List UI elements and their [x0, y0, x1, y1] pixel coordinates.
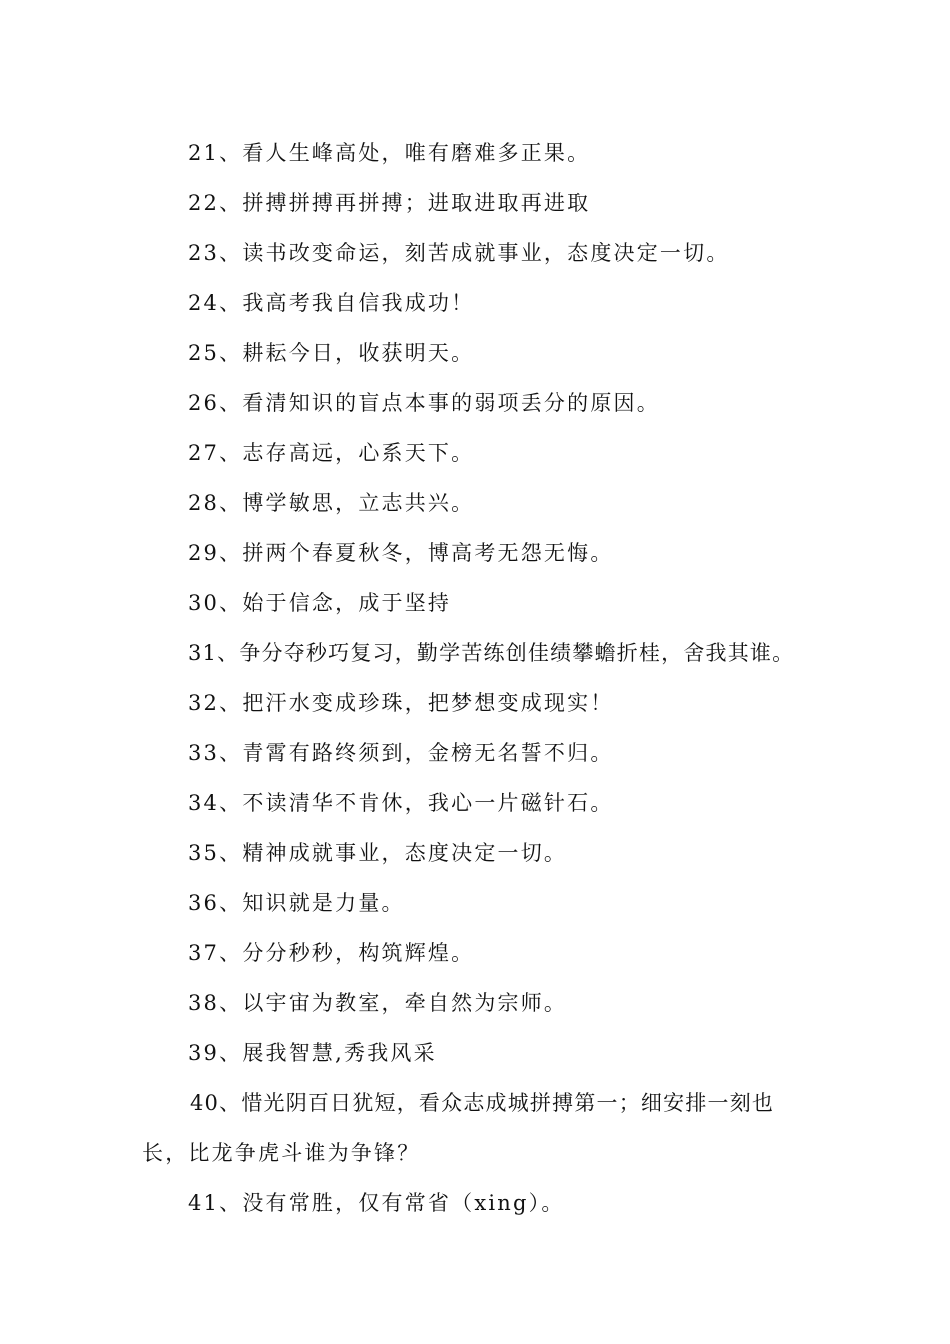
list-item-text: 35、精神成就事业，态度决定一切。: [188, 841, 568, 865]
list-item: [0, 681, 950, 731]
list-item-text: 34、不读清华不肯休，我心一片磁针石。: [188, 791, 614, 815]
list-item-text: 25、耕耘今日，收获明天。: [188, 341, 475, 365]
list-item-text: 26、看清知识的盲点本事的弱项丢分的原因。: [188, 391, 660, 415]
list-item-text: 33、青霄有路终须到，金榜无名誓不归。: [188, 741, 614, 765]
list-item: [0, 931, 950, 981]
list-item: [0, 1081, 950, 1131]
list-item-text: 21、看人生峰高处，唯有磨难多正果。: [188, 141, 591, 165]
list-item-text: 39、展我智慧,秀我风采: [188, 1041, 437, 1065]
list-item-text: 22、拼搏拼搏再拼搏；进取进取再进取: [188, 191, 591, 215]
list-item-text: 27、志存高远，心系天下。: [188, 441, 475, 465]
list-item: [0, 731, 950, 781]
list-item-text: 31、争分夺秒巧复习，勤学苦练创佳绩攀蟾折桂，舍我其谁。: [188, 641, 795, 665]
list-item: [0, 131, 950, 181]
list-item-text: 长，比龙争虎斗谁为争锋？: [142, 1141, 421, 1165]
list-item-text: 41、没有常胜，仅有常省（xing）。: [188, 1191, 565, 1215]
list-item-continuation: [0, 1131, 950, 1181]
list-item: [0, 281, 950, 331]
list-item: [0, 881, 950, 931]
list-item-text: 36、知识就是力量。: [188, 891, 405, 915]
list-item: [0, 781, 950, 831]
slogan-list: [0, 131, 950, 1231]
list-item: [0, 431, 950, 481]
list-item-text: 28、博学敏思，立志共兴。: [188, 491, 475, 515]
list-item: [0, 231, 950, 281]
list-item: [0, 481, 950, 531]
list-item: [0, 831, 950, 881]
list-item-text: 24、我高考我自信我成功！: [188, 291, 475, 315]
list-item: [0, 531, 950, 581]
list-item-text: 23、读书改变命运，刻苦成就事业，态度决定一切。: [188, 241, 730, 265]
list-item: [0, 1181, 950, 1231]
list-item-text: 30、始于信念，成于坚持: [188, 591, 452, 615]
list-item-text: 37、分分秒秒，构筑辉煌。: [188, 941, 475, 965]
list-item-text: 29、拼两个春夏秋冬，博高考无怨无悔。: [188, 541, 614, 565]
list-item: [0, 981, 950, 1031]
list-item-text: 32、把汗水变成珍珠，把梦想变成现实！: [188, 691, 614, 715]
list-item-text: 38、以宇宙为教室，牵自然为宗师。: [188, 991, 568, 1015]
list-item: [0, 331, 950, 381]
list-item: [0, 381, 950, 431]
list-item: [0, 1031, 950, 1081]
list-item: [0, 581, 950, 631]
list-item: [0, 181, 950, 231]
list-item: [0, 631, 950, 681]
list-item-text: 40、惜光阴百日犹短，看众志成城拼搏第一；细安排一刻也: [190, 1091, 775, 1115]
